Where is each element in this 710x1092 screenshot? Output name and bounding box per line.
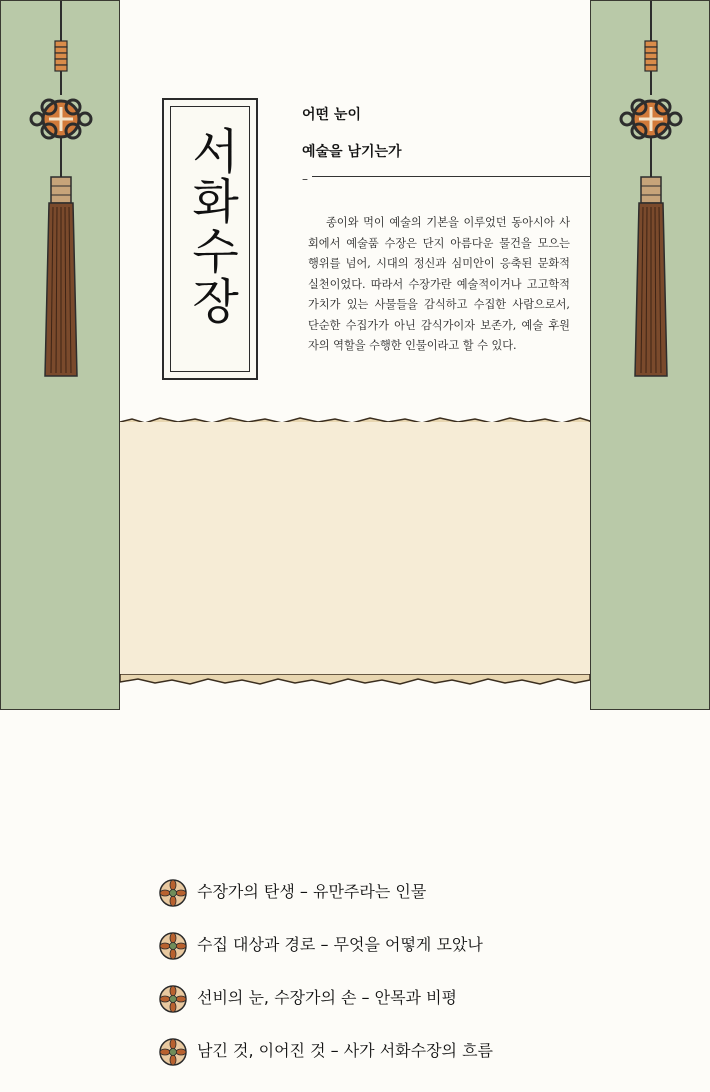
toc-item[interactable] [158,986,493,1039]
rosette-icon [158,931,188,961]
rosette-icon [158,1037,188,1067]
left-tassel-ornament [1,1,121,401]
rosette-icon [158,878,188,908]
rosette-icon [158,984,188,1014]
rule-dash: – [302,172,308,186]
toc-item[interactable] [158,1039,493,1092]
toc-item-label: 남긴 것, 이어진 것 – 사가 서화수장의 흐름 [197,1041,493,1060]
intro-paragraph: 종이와 먹이 예술의 기본을 이루었던 동아시아 사회에서 예술품 수장은 단지 아름다운 물건을 모으는 행위를 넘어, 시대의 정신과 심미안이 응축된 문화적 실천이었다. 따라서 수장가란 예술적이거나 고고학적 가치가 있는 사물들을 감식하고 수집한 사람으로서, 단순한 수집가가 아닌 감식가이자 보존가, 예술 후원자의 역할을 수행한 인물이라고 할 수 있다. [308,216,570,352]
right-side-panel [590,0,710,710]
scroll-bottom-edge [120,674,590,688]
cord-wrap [55,41,67,71]
left-side-panel [0,0,120,710]
toc-item[interactable] [158,933,493,986]
knot-icon [31,100,91,138]
title-plaque [162,98,258,380]
contents-scroll [120,422,590,1060]
knot-icon [621,100,681,138]
toc-item-label: 선비의 눈, 수장가의 손 – 안목과 비평 [197,988,457,1007]
subtitle-line-1: 어떤 눈이 [302,107,361,123]
main-content [120,0,590,1060]
cord-wrap [645,41,657,71]
divider-line [312,176,590,177]
toc-item-label: 수장가의 탄생 – 유만주라는 인물 [197,882,427,901]
subtitle-line-2: 예술을 남기는가 [302,144,402,160]
right-tassel-ornament [591,1,710,401]
table-of-contents [158,880,493,1092]
page-title: 서화수장 [183,126,239,326]
toc-item[interactable] [158,880,493,933]
toc-item-label: 수집 대상과 경로 – 무엇을 어떻게 모았나 [197,935,483,954]
